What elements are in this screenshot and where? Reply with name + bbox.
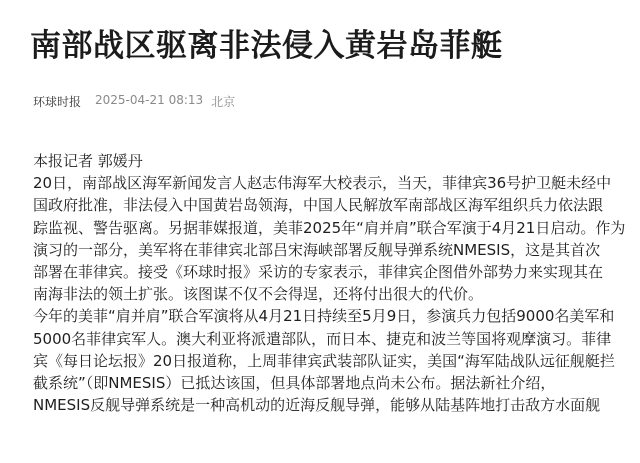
article-line: 部署在菲律宾。接受《环球时报》采访的专家表示，菲律宾企图借外部势力来实现其在 (33, 262, 604, 281)
article-line: 20日，南部战区海军新闻发言人赵志伟海军大校表示，当天，菲律宾36号护卫艇未经中 (33, 174, 612, 193)
article-byline: 本报记者 郭媛丹 (33, 152, 143, 170)
article-source[interactable]: 环球时报 (33, 95, 82, 109)
article-line: 5000名菲律宾军人。澳大利亚将派遣部队，而日本、捷克和波兰等国将观摩演习。菲律 (33, 329, 612, 348)
article-title: 南部战区驱离非法侵入黄岩岛菲艇 (30, 28, 503, 64)
article-line: 踪监视、警告驱离。另据菲媒报道，美菲2025年“肩并肩”联合军演于4月21日启动。作为 (33, 218, 626, 237)
article-datetime: 2025-04-21 08:13 (95, 93, 204, 107)
article-meta (33, 93, 235, 110)
article-body (33, 150, 640, 416)
article-line: 截系统”（即NMESIS）已抵达该国，但具体部署地点尚未公布。据法新社介绍， (33, 373, 556, 392)
article-line: 南海非法的领土扩张。该图谋不仅不会得逞，还将付出很大的代价。 (33, 285, 484, 304)
article-location: 北京 (211, 95, 236, 109)
article-line: 国政府批准，非法侵入中国黄岩岛领海，中国人民解放军南部战区海军组织兵力依法跟 (33, 196, 604, 215)
article-line: 今年的美菲“肩并肩”联合军演将从4月21日持续至5月9日，参演兵力包括9000名美军和 (33, 307, 615, 326)
article-line: 演习的一部分，美军将在菲律宾北部吕宋海峡部署反舰导弹系统NMESIS，这是其首次 (33, 240, 601, 259)
article-line: NMESIS反舰导弹系统是一种高机动的近海反舰导弹，能够从陆基阵地打击敌方水面舰 (33, 396, 601, 415)
article-line: 宾《每日论坛报》20日报道称，上周菲律宾武装部队证实，美国“海军陆战队远征舰艇拦 (33, 351, 615, 370)
